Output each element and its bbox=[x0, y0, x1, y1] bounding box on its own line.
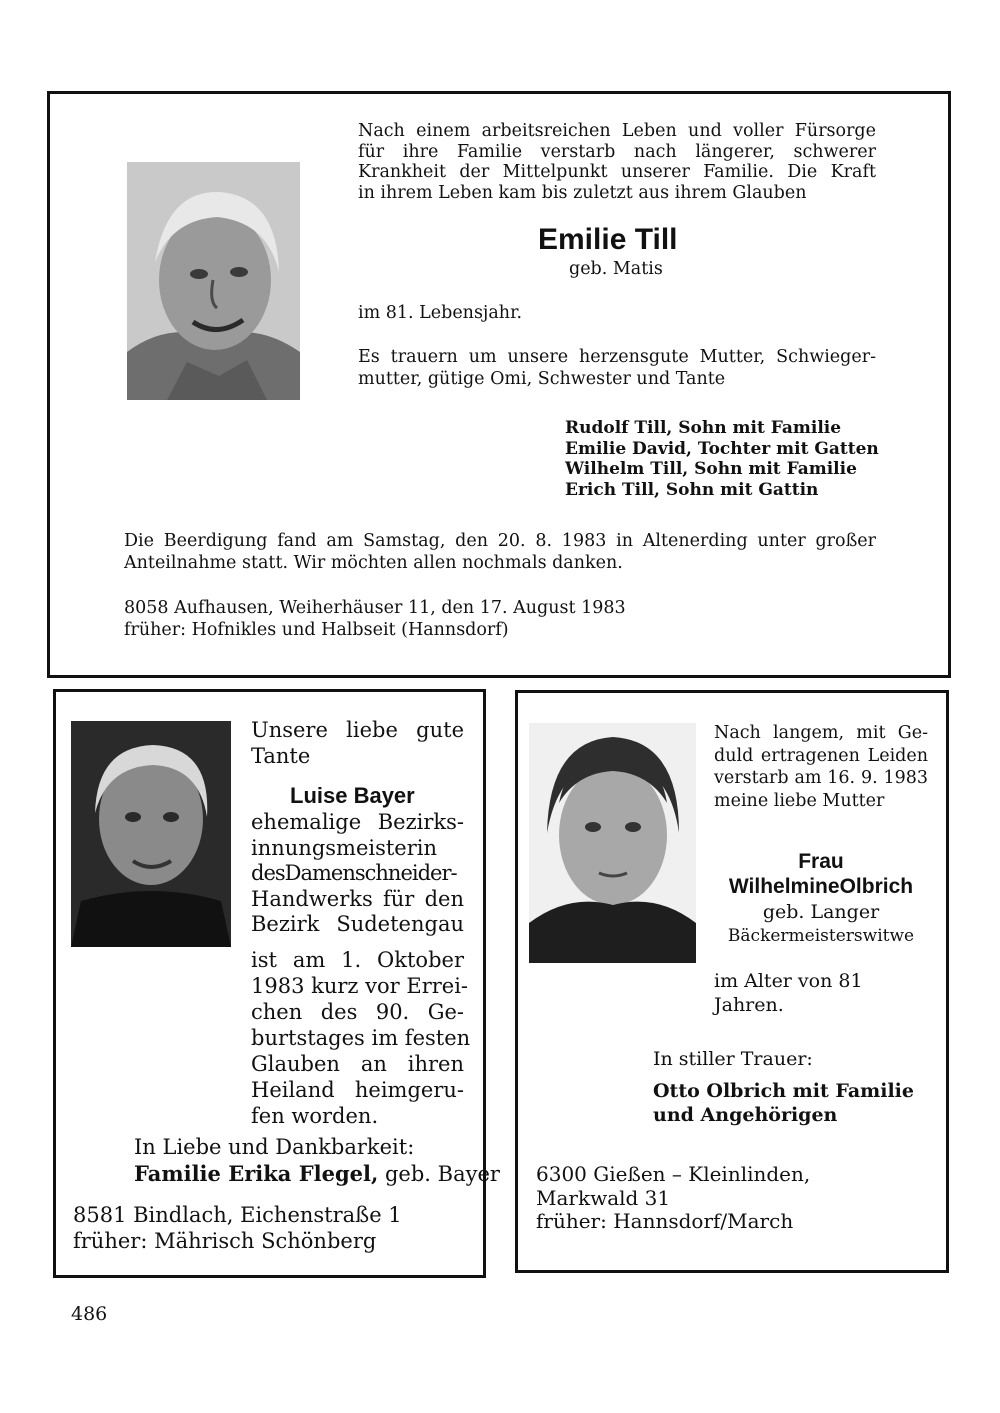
notice2-text-line: ehemalige Bezirks- bbox=[251, 810, 464, 834]
notice2-death-line: 1983 kurz vor Errei- bbox=[251, 974, 469, 998]
notice3-intro-line: Nach langem, mit Ge- bbox=[714, 723, 928, 743]
notice3-mourning: In stiller Trauer: bbox=[653, 1048, 813, 1070]
portrait-wilhelmine-olbrich bbox=[529, 723, 696, 963]
notice2-intro-line: Tante bbox=[251, 744, 311, 768]
notice1-family-member: Erich Till, Sohn mit Gattin bbox=[565, 479, 819, 500]
notice1-funeral-line: Anteilnahme statt. Wir möchten allen nochmals danken. bbox=[124, 553, 623, 573]
notice1-family-member: Wilhelm Till, Sohn mit Familie bbox=[565, 459, 857, 479]
notice3-intro-line: duld ertragenen Leiden bbox=[714, 745, 928, 766]
notice1-family-member: Rudolf Till, Sohn mit Familie bbox=[565, 418, 842, 438]
notice3-intro-line: meine liebe Mutter bbox=[714, 790, 885, 811]
notice3-birth-name: geb. Langer bbox=[762, 901, 880, 923]
notice1-address-line: 8058 Aufhausen, Weiherhäuser 11, den 17. August 1983 bbox=[124, 598, 626, 618]
notice1-intro-line: in ihrem Leben kam bis zuletzt aus ihrem Glauben bbox=[358, 182, 807, 203]
notice2-death-line: fen worden. bbox=[251, 1104, 379, 1128]
notice2-family-birth-name: geb. Bayer bbox=[378, 1162, 500, 1186]
notice1-name: Emilie Till bbox=[538, 223, 678, 256]
page-number: 486 bbox=[71, 1303, 108, 1325]
notice2-text-line: Handwerks für den bbox=[251, 886, 464, 911]
notice2-death-line: burtstages im festen bbox=[251, 1026, 471, 1050]
notice2-death-line: Glauben an ihren bbox=[251, 1052, 464, 1076]
notice3-family-line: Otto Olbrich mit Familie bbox=[653, 1080, 914, 1102]
notice2-family-name: Familie Erika Flegel, bbox=[134, 1161, 379, 1186]
notice2-text-line: Bezirk Sudetengau bbox=[251, 912, 464, 936]
notice1-funeral-line: Die Beerdigung fand am Samstag, den 20. 8. 1983 in Altenerding unter großer bbox=[124, 531, 876, 551]
notice3-name: WilhelmineOlbrich bbox=[728, 875, 914, 898]
notice2-address-line: 8581 Bindlach, Eichenstraße 1 bbox=[73, 1203, 402, 1227]
notice1-mourning-line: mutter, gütige Omi, Schwester und Tante bbox=[358, 369, 726, 389]
notice3-address-line: 6300 Gießen – Kleinlinden, bbox=[536, 1162, 811, 1186]
notice1-address-line: früher: Hofnikles und Halbseit (Hannsdorf) bbox=[124, 620, 509, 640]
notice1-age: im 81. Lebensjahr. bbox=[358, 303, 523, 323]
notice2-address-line: früher: Mährisch Schönberg bbox=[73, 1229, 377, 1253]
notice3-age-line: Jahren. bbox=[714, 994, 784, 1016]
notice1-family-member: Emilie David, Tochter mit Gatten bbox=[565, 438, 879, 459]
notice3-address-line: früher: Hannsdorf/March bbox=[536, 1209, 794, 1233]
notice1-mourning-line: Es trauern um unsere herzensgute Mutter, Schwieger- bbox=[358, 347, 876, 367]
notice2-death-line: Heiland heimgeru- bbox=[251, 1078, 464, 1102]
notice3-title: Frau bbox=[798, 850, 844, 873]
notice3-age-line: im Alter von 81 bbox=[714, 970, 863, 992]
notice3-family-line: und Angehörigen bbox=[653, 1104, 838, 1126]
notice2-death-line: ist am 1. Oktober bbox=[251, 948, 464, 972]
notice2-text-line: desDamenschneider- bbox=[251, 861, 457, 885]
notice1-intro-line: Nach einem arbeitsreichen Leben und voller Fürsorge bbox=[358, 121, 876, 141]
notice1-birth-name: geb. Matis bbox=[569, 259, 663, 279]
notice2-death-line: chen des 90. Ge- bbox=[251, 1000, 464, 1024]
portrait-luise-bayer bbox=[71, 721, 231, 947]
notice3-occupation: Bäckermeisterswitwe bbox=[727, 926, 915, 946]
notice3-intro-line: verstarb am 16. 9. 1983 bbox=[714, 768, 928, 788]
notice1-intro-line: für ihre Familie verstarb nach längerer, schwerer bbox=[358, 141, 876, 162]
notice3-address-line: Markwald 31 bbox=[536, 1185, 671, 1210]
notice2-text-line: innungsmeisterin bbox=[251, 835, 438, 860]
notice2-name: Luise Bayer bbox=[290, 783, 415, 808]
notice2-thanks: In Liebe und Dankbarkeit: bbox=[134, 1135, 415, 1159]
notice1-intro-line: Krankheit der Mittelpunkt unserer Familie. Die Kraft bbox=[358, 162, 876, 182]
portrait-emilie-till bbox=[127, 162, 300, 400]
notice2-intro-line: Unsere liebe gute bbox=[251, 718, 464, 742]
